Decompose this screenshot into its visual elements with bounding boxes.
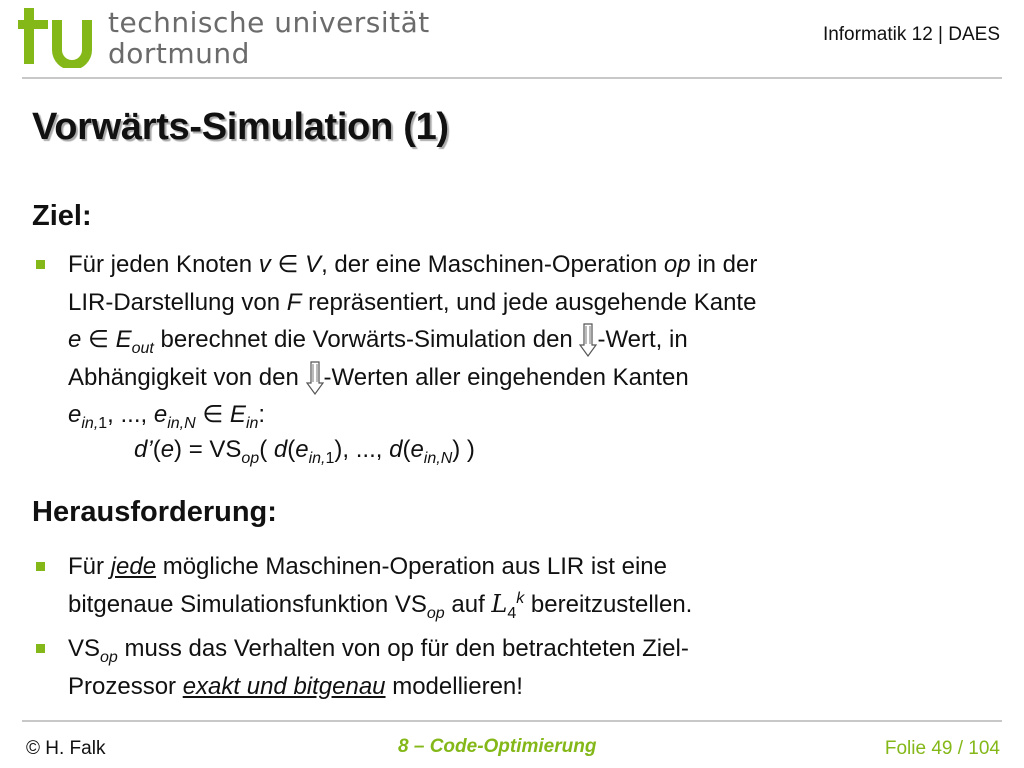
footer-page-number: Folie 49 / 104 [884,738,1000,759]
bullet-herausforderung-2 [68,630,998,705]
header-divider [22,77,1002,79]
bullet-icon [36,260,45,269]
bullet-line: $e_{in,1}$, ..., $e_{in,N}$ ∈ $E_{in}$: [68,401,266,432]
department-label: Informatik 12 | DAES [822,24,1000,45]
bullet-line: Für jede mögliche Maschinen-Operation aus LIR ist eine [68,553,667,580]
footer-divider [22,720,1002,722]
section-heading-ziel: Ziel: [32,200,92,232]
bullet-icon [36,644,45,653]
university-name-line2: dortmund [108,37,250,70]
down-arrow-icon [306,361,324,395]
bullet-line: LIR-Darstellung von F repräsentiert, und jede ausgehende Kante [68,288,757,316]
down-arrow-icon [579,323,597,357]
formula-forward-simulation: d’(e) = $VS_{op}$( $d(e_{in,1})$, ..., $d(e_{in,N})$ ) [134,436,475,467]
bullet-line: Abhängigkeit von den -Werten aller eingehenden Kanten [68,359,998,397]
bullet-line: Prozessor exakt und bitgenau modellieren! [68,672,523,700]
bullet-line: e ∈ $E_{out}$ berechnet die Vorwärts-Simulation den -Wert, in [68,321,998,359]
bullet-icon [36,562,45,571]
bullet-herausforderung-1 [68,548,998,623]
bullet-line: bitgenaue Simulationsfunktion $VS_{op}$ auf $L_4^k$ bereitzustellen. [68,589,693,622]
tu-logo-icon [18,8,98,68]
university-name-line1: technische universität [108,6,430,39]
slide-title: Vorwärts-Simulation (1) [32,106,449,148]
section-heading-herausforderung: Herausforderung: [32,496,277,528]
bullet-ziel-text [68,246,998,434]
footer-author: © H. Falk [26,738,106,759]
bullet-line: Für jeden Knoten v ∈ V, der eine Maschinen-Operation op in der [68,251,758,278]
bullet-line: $VS_{op}$ muss das Verhalten von op für den betrachteten Ziel- [68,635,689,666]
footer-chapter: 8 – Code-Optimierung [398,736,597,757]
